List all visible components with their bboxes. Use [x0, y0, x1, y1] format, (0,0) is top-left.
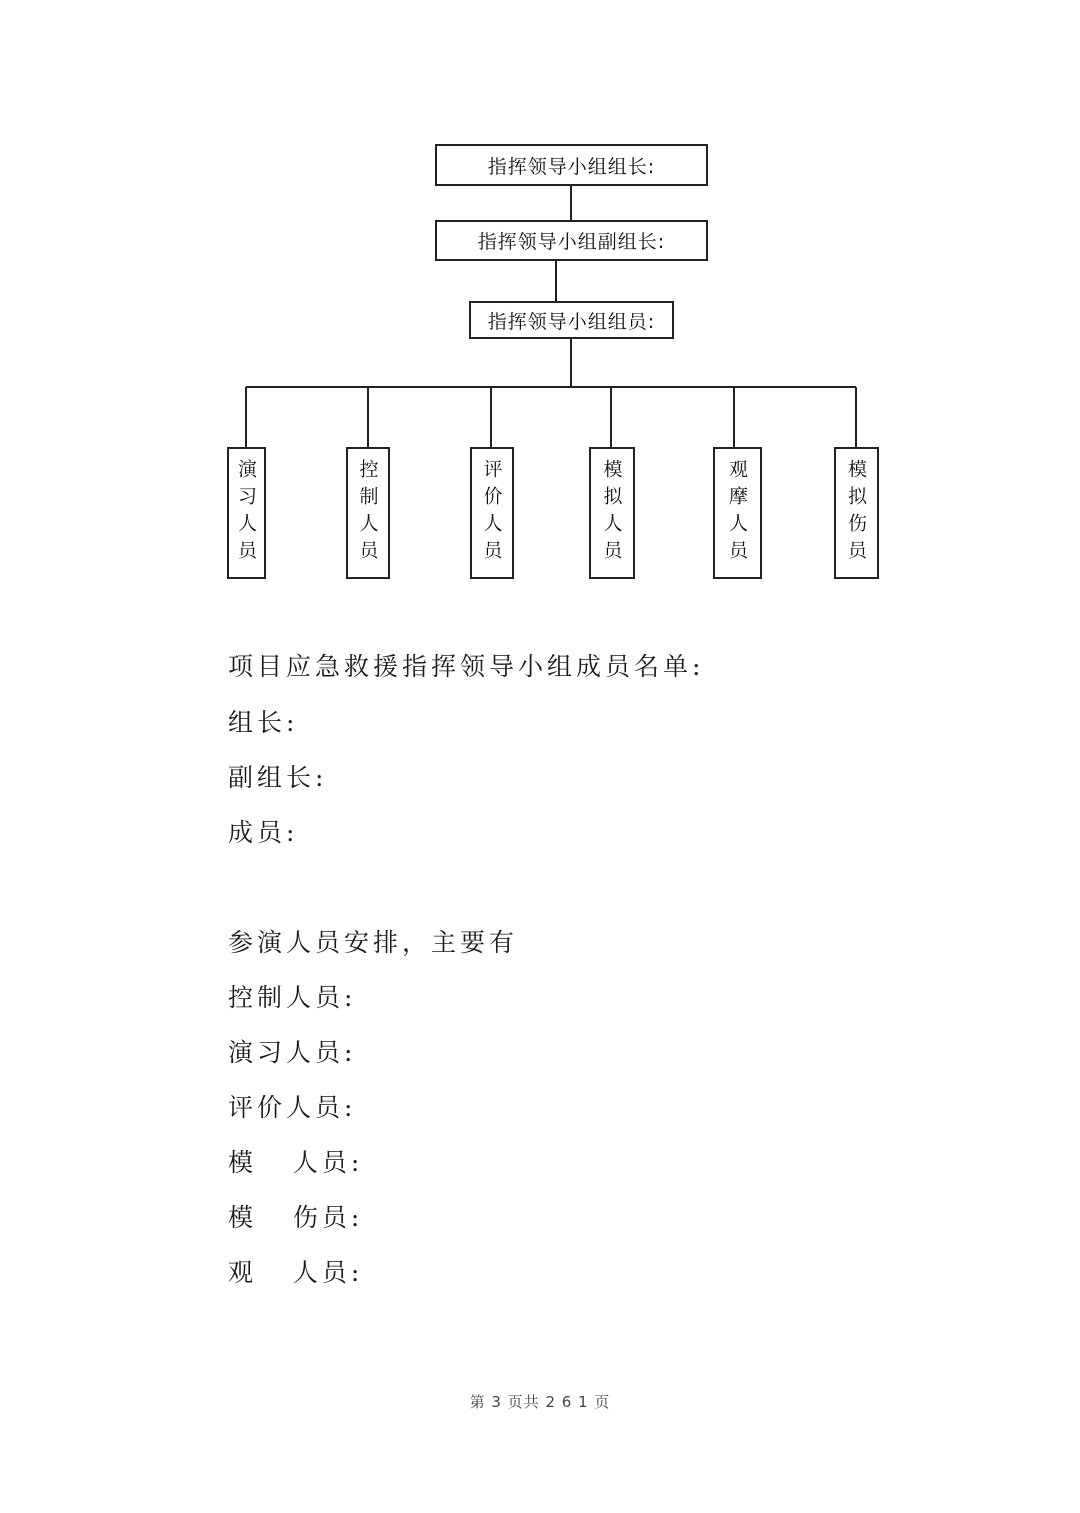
- box-group-member-label: 指挥领导小组组员:: [487, 310, 656, 333]
- box-observer-personnel: [713, 447, 762, 579]
- deputy-line: 副组长:: [228, 763, 328, 792]
- box-evaluation-personnel: [470, 447, 514, 579]
- box-control-personnel-label: 控制人员: [356, 459, 379, 567]
- simulation-personnel-line: 模 人员:: [228, 1148, 364, 1177]
- box-drill-personnel-label: 演习人员: [235, 459, 257, 567]
- page-number-footer: 第 3 页共 2 6 1 页: [469, 1393, 611, 1411]
- observer-personnel-line: 观 人员:: [228, 1258, 364, 1287]
- box-simulation-personnel: [589, 447, 635, 579]
- box-group-leader: [435, 144, 708, 186]
- box-simulated-injured: [834, 447, 879, 579]
- box-simulated-injured-label: 模拟伤员: [845, 459, 867, 567]
- box-evaluation-personnel-label: 评价人员: [480, 459, 503, 567]
- box-control-personnel: [346, 447, 390, 579]
- participants-intro: 参演人员安排，主要有: [228, 928, 519, 957]
- drill-personnel-line: 演习人员:: [228, 1038, 357, 1067]
- org-chart: [0, 0, 1080, 600]
- org-chart-connectors: [0, 0, 1080, 600]
- box-simulation-personnel-label: 模拟人员: [600, 459, 623, 567]
- box-group-member: [469, 301, 674, 339]
- box-group-leader-label: 指挥领导小组组长:: [487, 155, 656, 178]
- box-drill-personnel: [227, 447, 266, 579]
- evaluation-personnel-line: 评价人员:: [228, 1093, 357, 1122]
- box-observer-personnel-label: 观摩人员: [726, 459, 748, 567]
- box-deputy-leader: [435, 220, 708, 261]
- simulated-injured-line: 模 伤员:: [228, 1203, 364, 1232]
- members-line: 成员:: [228, 818, 299, 847]
- member-list-title: 项目应急救援指挥领导小组成员名单:: [228, 652, 705, 681]
- leader-line: 组长:: [228, 708, 299, 737]
- control-personnel-line: 控制人员:: [228, 983, 357, 1012]
- box-deputy-leader-label: 指挥领导小组副组长:: [477, 231, 666, 253]
